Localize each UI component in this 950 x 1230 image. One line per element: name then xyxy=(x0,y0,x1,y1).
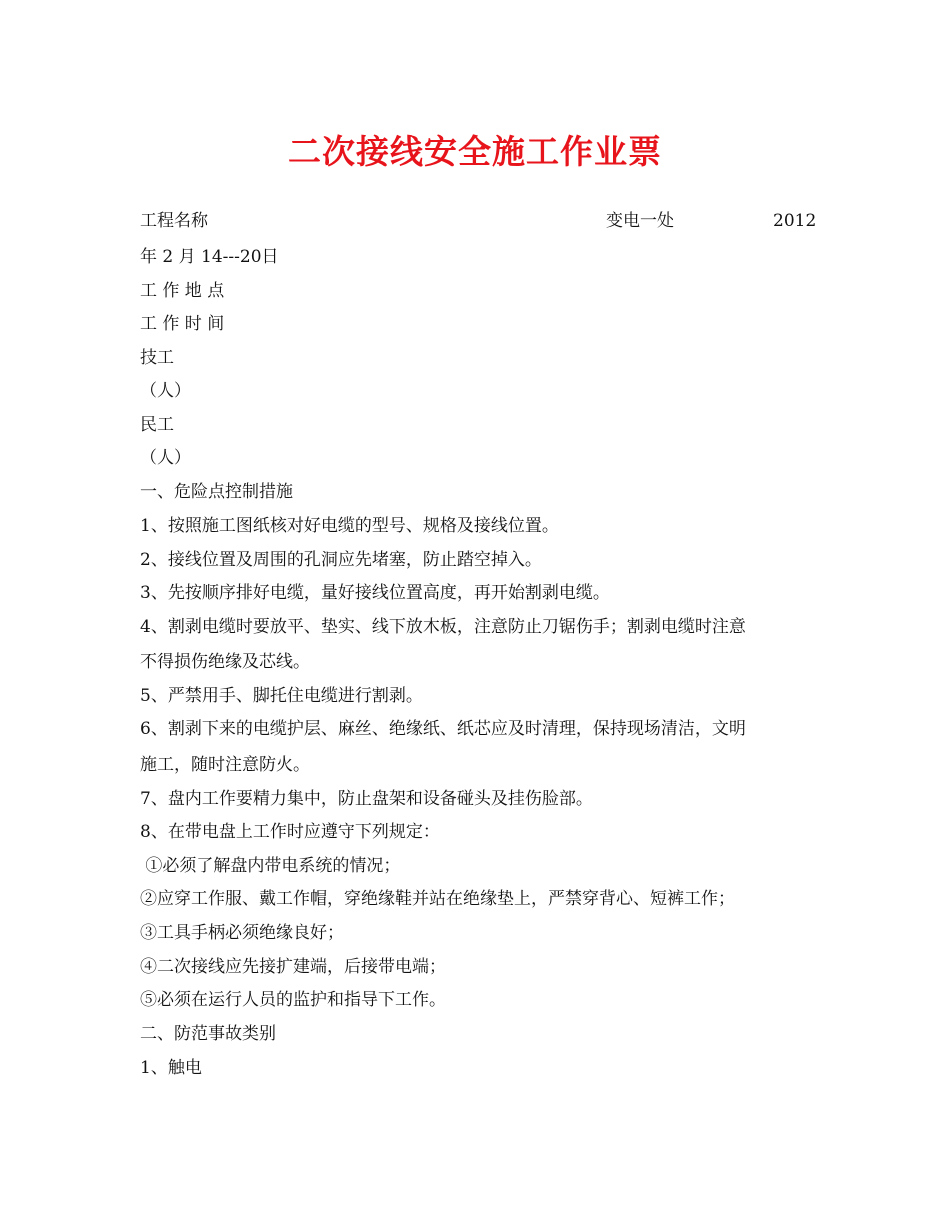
list-item: 1、按照施工图纸核对好电缆的型号、规格及接线位置。 xyxy=(140,516,559,536)
list-item: 7、盘内工作要精力集中，防止盘架和设备碰头及挂伤脸部。 xyxy=(140,789,593,809)
sub-item: ④二次接线应先接扩建端，后接带电端； xyxy=(140,957,446,977)
sub-item: ⑤必须在运行人员的监护和指导下工作。 xyxy=(140,990,446,1010)
list-item: 5、严禁用手、脚托住电缆进行割剥。 xyxy=(140,686,423,706)
work-time-label: 工 作 时 间 xyxy=(140,314,225,334)
technician-unit: （人） xyxy=(140,381,191,401)
document-title: 二次接线安全施工作业票 xyxy=(288,132,662,171)
project-name-label: 工程名称 xyxy=(140,211,208,231)
sub-item: ③工具手柄必须绝缘良好； xyxy=(140,923,344,943)
sub-item: ②应穿工作服、戴工作帽，穿绝缘鞋并站在绝缘垫上，严禁穿背心、短裤工作； xyxy=(140,889,735,909)
work-location-label: 工 作 地 点 xyxy=(140,281,225,301)
list-item-continuation: 不得损伤绝缘及芯线。 xyxy=(140,652,310,672)
laborer-unit: （人） xyxy=(140,448,191,468)
list-item: 2、接线位置及周围的孔洞应先堵塞，防止踏空掉入。 xyxy=(140,550,542,570)
list-item-continuation: 施工，随时注意防火。 xyxy=(140,755,310,775)
laborer-label: 民工 xyxy=(140,415,174,435)
list-item: 3、先按顺序排好电缆，量好接线位置高度，再开始割剥电缆。 xyxy=(140,583,610,603)
date-line: 年 2 月 14---20日 xyxy=(140,247,279,267)
technician-label: 技工 xyxy=(140,348,174,368)
section-heading-accident-types: 二、防范事故类别 xyxy=(140,1024,276,1044)
sub-item: ①必须了解盘内带电系统的情况； xyxy=(140,856,401,876)
list-item: 4、割剥电缆时要放平、垫实、线下放木板，注意防止刀锯伤手；割剥电缆时注意 xyxy=(140,617,746,637)
section-heading-hazard-control: 一、危险点控制措施 xyxy=(140,482,293,502)
year-value: 2012 xyxy=(773,211,817,231)
list-item: 1、触电 xyxy=(140,1058,202,1078)
unit-name: 变电一处 xyxy=(606,211,674,231)
list-item: 6、割剥下来的电缆护层、麻丝、绝缘纸、纸芯应及时清理，保持现场清洁，文明 xyxy=(140,719,746,739)
list-item: 8、在带电盘上工作时应遵守下列规定： xyxy=(140,822,440,842)
